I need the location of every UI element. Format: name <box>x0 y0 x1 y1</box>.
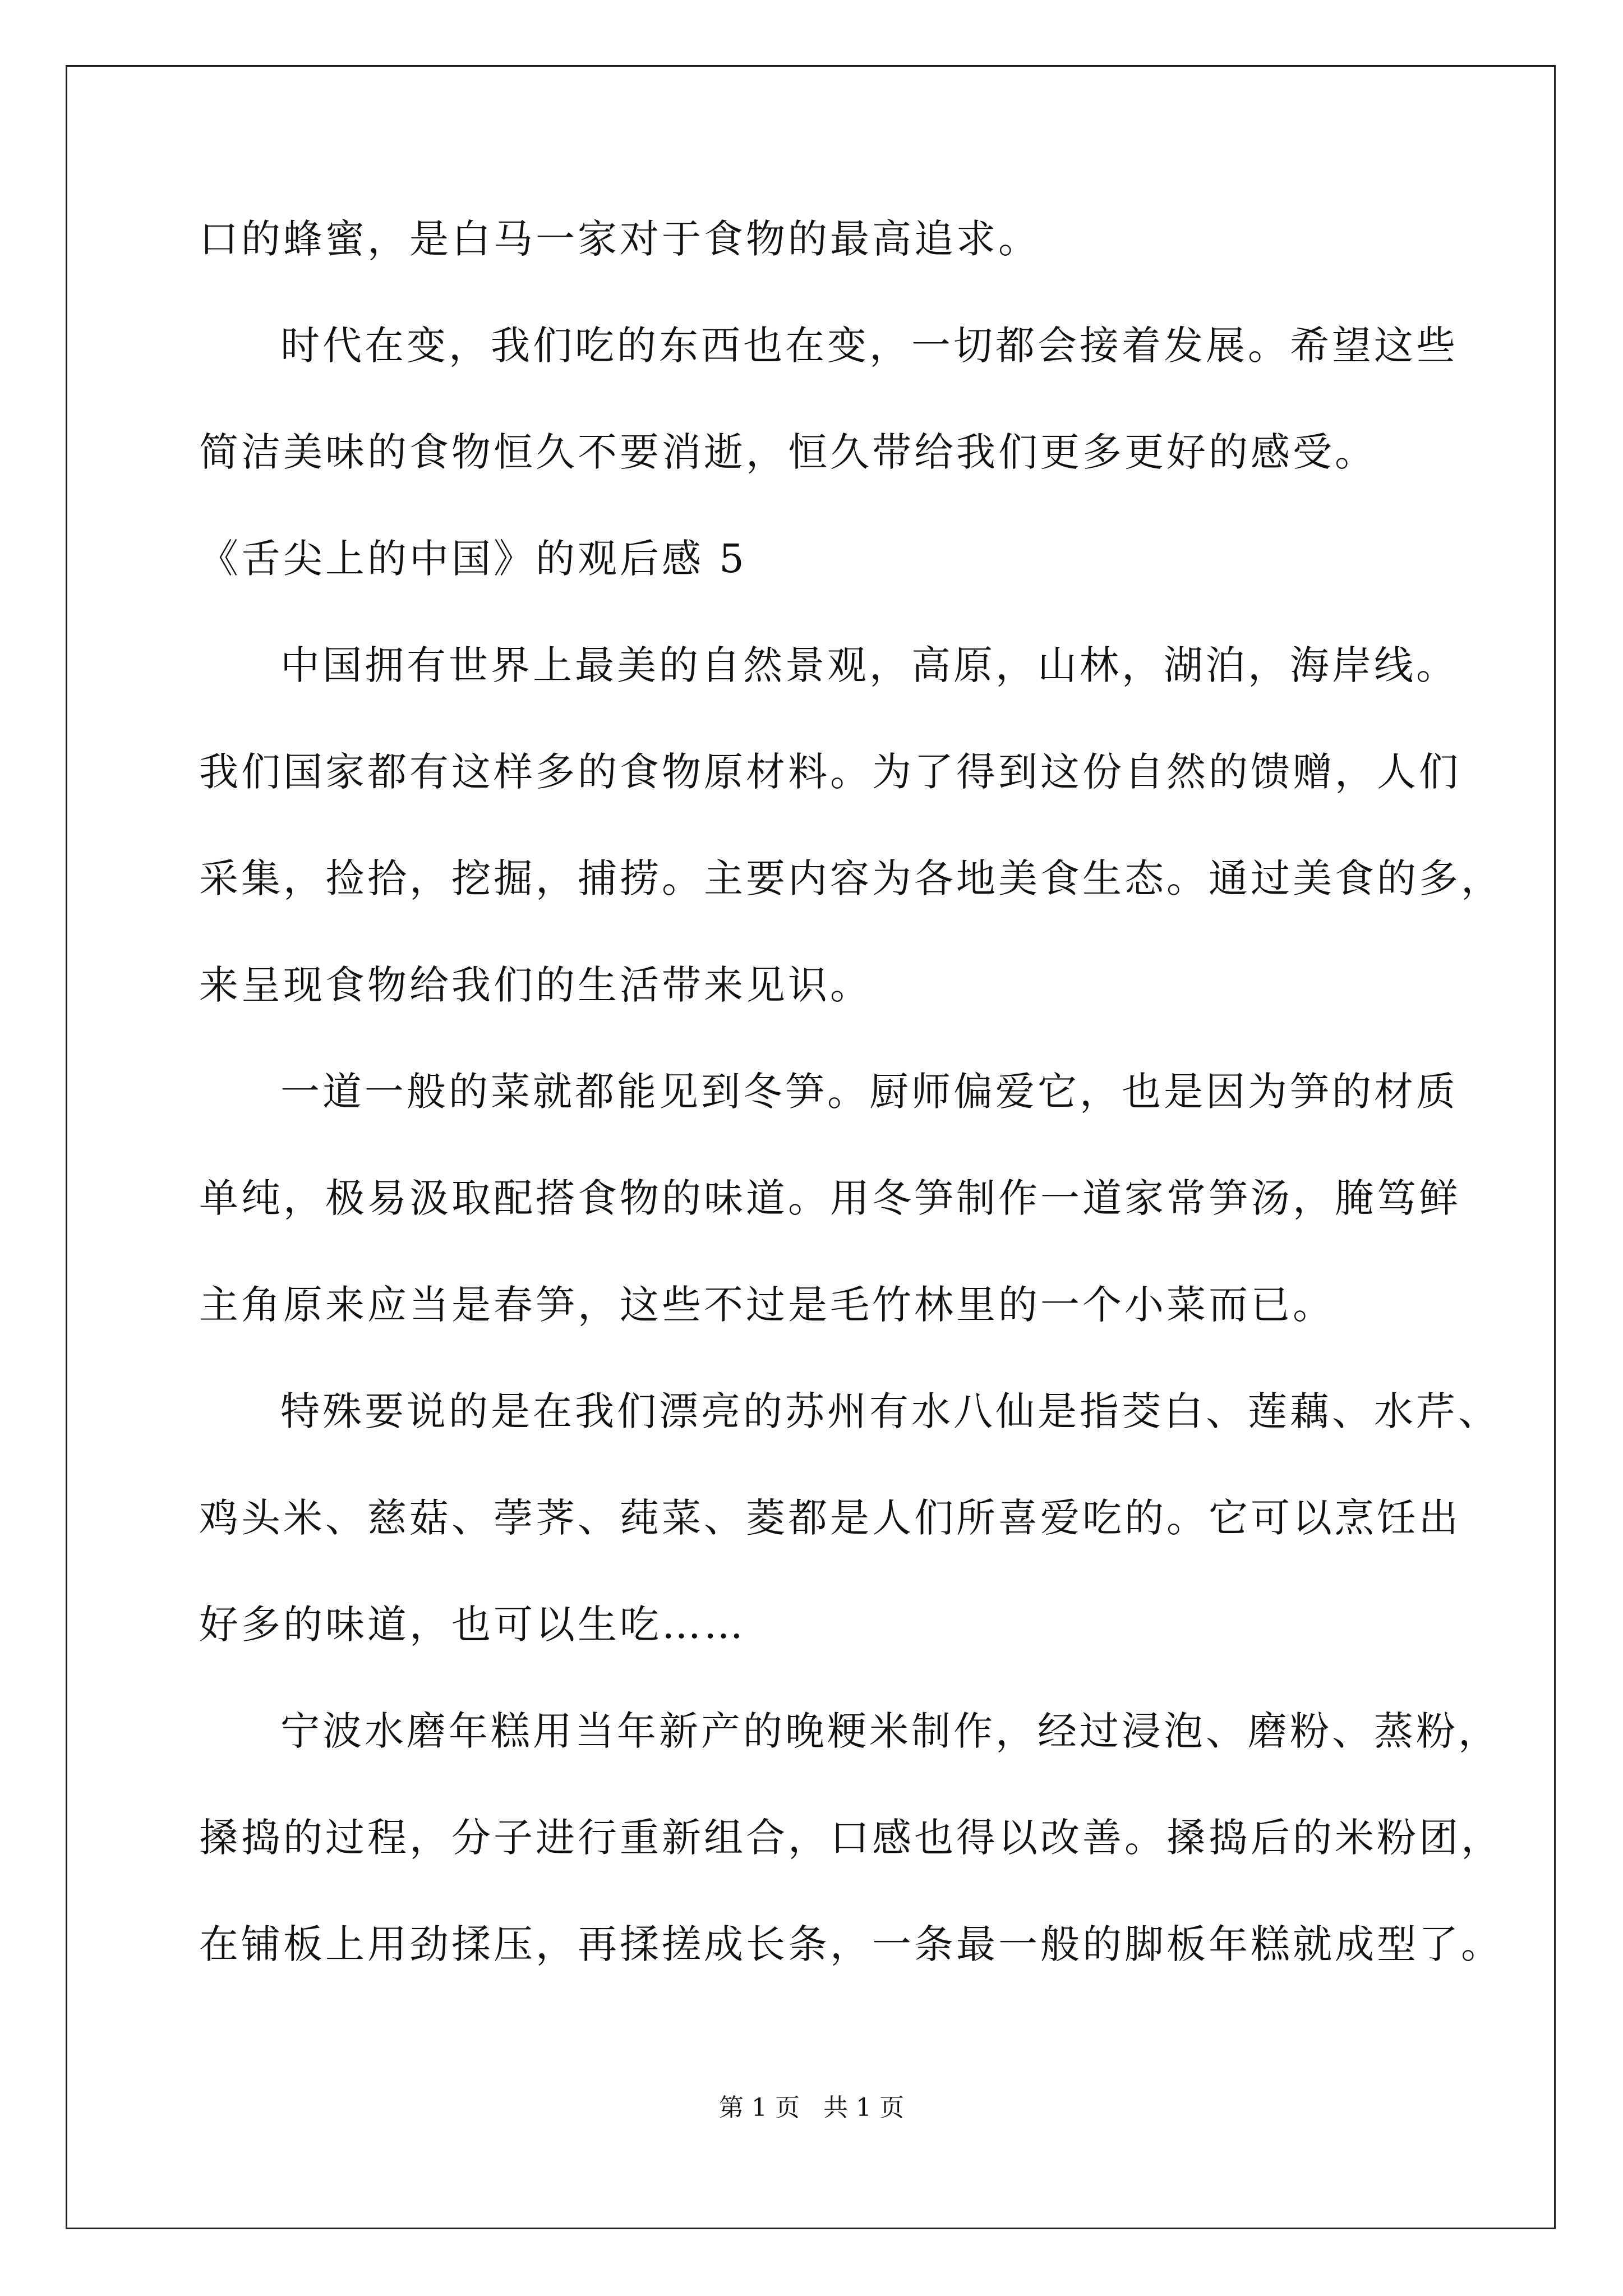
section-heading: 《舌尖上的中国》的观后感 5 <box>199 536 747 582</box>
text-line-16: 搡捣的过程，分子进行重新组合，口感也得以改善。搡捣后的米粉团， <box>199 1815 1503 1861</box>
text-line-15: 宁波水磨年糕用当年新产的晚粳米制作，经过浸泡、磨粉、蒸粉， <box>280 1708 1500 1754</box>
text-line-1: 口的蜂蜜，是白马一家对于食物的最高追求。 <box>199 216 1040 262</box>
text-line-6: 我们国家都有这样多的食物原材料。为了得到这份自然的馈赠，人们 <box>199 749 1461 795</box>
text-line-2: 时代在变，我们吃的东西也在变，一切都会接着发展。希望这些 <box>280 323 1458 369</box>
page-footer: 第 1 页 共 1 页 <box>719 2093 904 2122</box>
text-line-13: 鸡头米、慈菇、荸荠、莼菜、菱都是人们所喜爱吃的。它可以烹饪出 <box>199 1495 1461 1541</box>
page-border <box>66 65 1556 2229</box>
text-line-7: 采集，捡拾，挖掘，捕捞。主要内容为各地美食生态。通过美食的多， <box>199 855 1503 901</box>
text-line-8: 来呈现食物给我们的生活带来见识。 <box>199 962 872 1008</box>
text-line-11: 主角原来应当是春笋，这些不过是毛竹林里的一个小菜而已。 <box>199 1282 1335 1328</box>
text-line-12: 特殊要说的是在我们漂亮的苏州有水八仙是指茭白、莲藕、水芹、 <box>280 1388 1500 1434</box>
text-line-14: 好多的味道，也可以生吃…… <box>199 1602 746 1648</box>
text-line-9: 一道一般的菜就都能见到冬笋。厨师偏爱它，也是因为笋的材质 <box>280 1069 1458 1115</box>
text-line-3: 简洁美味的食物恒久不要消逝，恒久带给我们更多更好的感受。 <box>199 429 1377 475</box>
text-line-10: 单纯，极易汲取配搭食物的味道。用冬笋制作一道家常笋汤，腌笃鲜 <box>199 1175 1461 1221</box>
text-line-17: 在铺板上用劲揉压，再揉搓成长条，一条最一般的脚板年糕就成型了。 <box>199 1921 1503 1967</box>
text-line-5: 中国拥有世界上最美的自然景观，高原，山林，湖泊，海岸线。 <box>280 642 1458 688</box>
